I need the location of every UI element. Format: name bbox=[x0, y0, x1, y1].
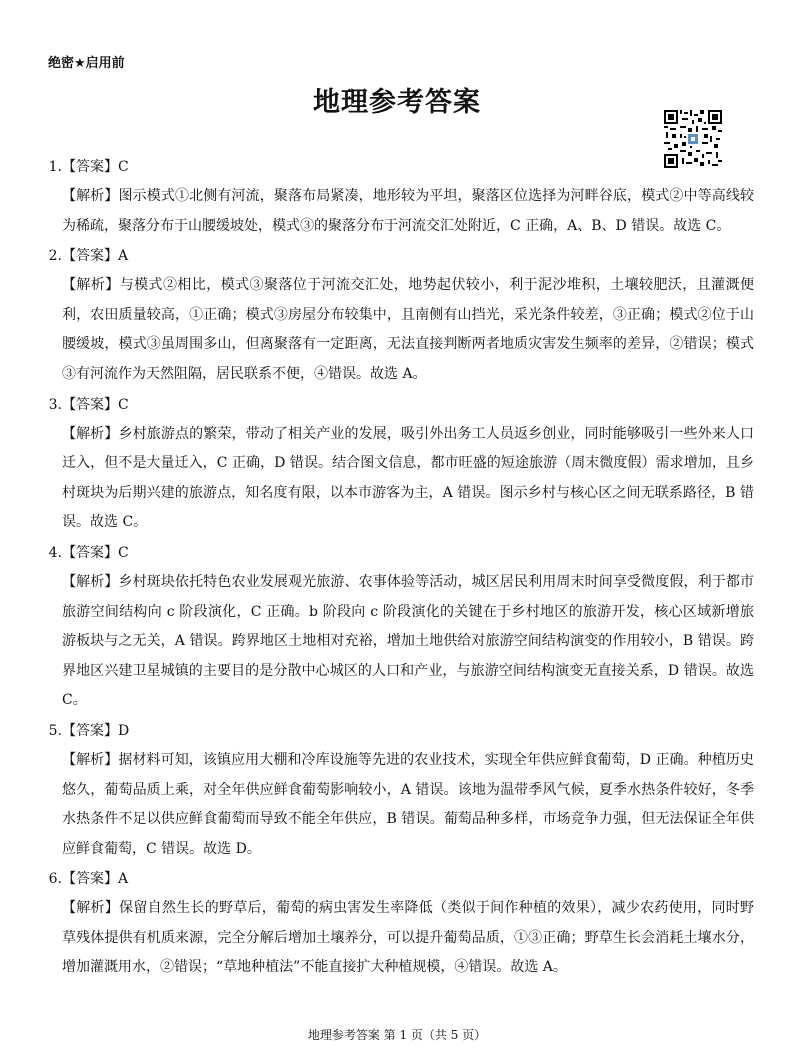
analysis-text: 【解析】乡村斑块依托特色农业发展观光旅游、农事体验等活动，城区居民利用周末时间享受微度假，利于都市旅游空间结构向 c 阶段演化，C 正确。b 阶段向 c 阶段演化的关键在于乡村地区的旅游开发，核心区域新增旅游板块与之无关，A 错误。跨界地区土地相对充裕，增加土地供给对旅游空间结构演变的作用较小，B 错误。跨界地区兴建卫星城镇的主要目的是分散中心城区的人口和产业，与旅游空间结构演变无直接关系，D 错误。故选 C。 bbox=[62, 573, 754, 709]
confidential-label: 绝密★启用前 bbox=[48, 56, 125, 71]
page-footer: 地理参考答案 第 1 页（共 5 页） bbox=[307, 1028, 487, 1042]
answer-line bbox=[40, 241, 754, 271]
question-block bbox=[40, 538, 754, 716]
answer-line bbox=[40, 152, 754, 182]
question-number: 1. bbox=[48, 159, 62, 175]
analysis-text: 【解析】与模式②相比，模式③聚落位于河流交汇处，地势起伏较小，利于泥沙堆积，土壤较肥沃，且灌溉便利，农田质量较高，①正确；模式③房屋分布较集中，且南侧有山挡光，采光条件较差，③正确；模式②位于山腰缓坡，模式③虽周围多山，但离聚落有一定距离，无法直接判断两者地质灾害发生频率的差异，②错误；模式③有河流作为天然阻隔，居民联系不便，④错误。故选 A。 bbox=[62, 277, 754, 382]
page-title: 地理参考答案 bbox=[313, 87, 481, 118]
answer-text: 【答案】C bbox=[62, 159, 129, 175]
question-number: 4. bbox=[48, 544, 62, 561]
question-block bbox=[40, 152, 754, 241]
analysis-text: 【解析】据材料可知，该镇应用大棚和冷库设施等先进的农业技术，实现全年供应鲜食葡萄，D 正确。种植历史悠久，葡萄品质上乘，对全年供应鲜食葡萄影响较小，A 错误。该地为温带季风气候，夏季水热条件较好，冬季水热条件不足以供应鲜食葡萄而导致不能全年供应，B 错误。葡萄品种多样，市场竞争力强，但无法保证全年供应鲜食葡萄，C 错误。故选 D。 bbox=[62, 751, 754, 857]
analysis-text: 【解析】乡村旅游点的繁荣，带动了相关产业的发展，吸引外出务工人员返乡创业，同时能够吸引一些外来人口迁入，但不是大量迁入，C 正确，D 错误。结合图文信息，都市旺盛的短途旅游（周末微度假）需求增加，且乡村斑块为后期兴建的旅游点，知名度有限，以本市游客为主，A 错误。图示乡村与核心区之间无联系路径，B 错误。故选 C。 bbox=[62, 425, 754, 531]
answer-text: 【答案】D bbox=[62, 722, 130, 739]
analysis-text: 【解析】保留自然生长的野草后，葡萄的病虫害发生率降低（类似于间作种植的效果），减少农药使用，同时野草残体提供有机质来源，完全分解后增加土壤养分，可以提升葡萄品质，①③正确；野草生长会消耗土壤水分，增加灌溉用水，②错误；“草地种植法”不能直接扩大种植规模，④错误。故选 A。 bbox=[62, 900, 754, 976]
answer-list bbox=[40, 152, 754, 983]
question-block bbox=[40, 864, 754, 983]
question-number: 3. bbox=[48, 396, 62, 413]
answer-line bbox=[40, 390, 754, 420]
question-number: 2. bbox=[48, 248, 62, 265]
answer-text: 【答案】A bbox=[62, 248, 129, 265]
analysis-text: 【解析】图示模式①北侧有河流，聚落布局紧凑，地形较为平坦，聚落区位选择为河畔谷底，模式②中等高线较为稀疏，聚落分布于山腰缓坡处，模式③的聚落分布于河流交汇处附近，C 正确，A、B、D 错误。故选 C。 bbox=[62, 188, 754, 234]
answer-line bbox=[40, 864, 754, 894]
question-block bbox=[40, 390, 754, 538]
answer-line bbox=[40, 538, 754, 568]
question-number: 5. bbox=[48, 722, 62, 739]
answer-line bbox=[40, 716, 754, 746]
answer-text: 【答案】A bbox=[62, 871, 129, 888]
question-block bbox=[40, 241, 754, 389]
answer-text: 【答案】C bbox=[62, 544, 129, 561]
answer-text: 【答案】C bbox=[62, 396, 129, 413]
question-number: 6. bbox=[48, 871, 62, 888]
question-block bbox=[40, 716, 754, 864]
